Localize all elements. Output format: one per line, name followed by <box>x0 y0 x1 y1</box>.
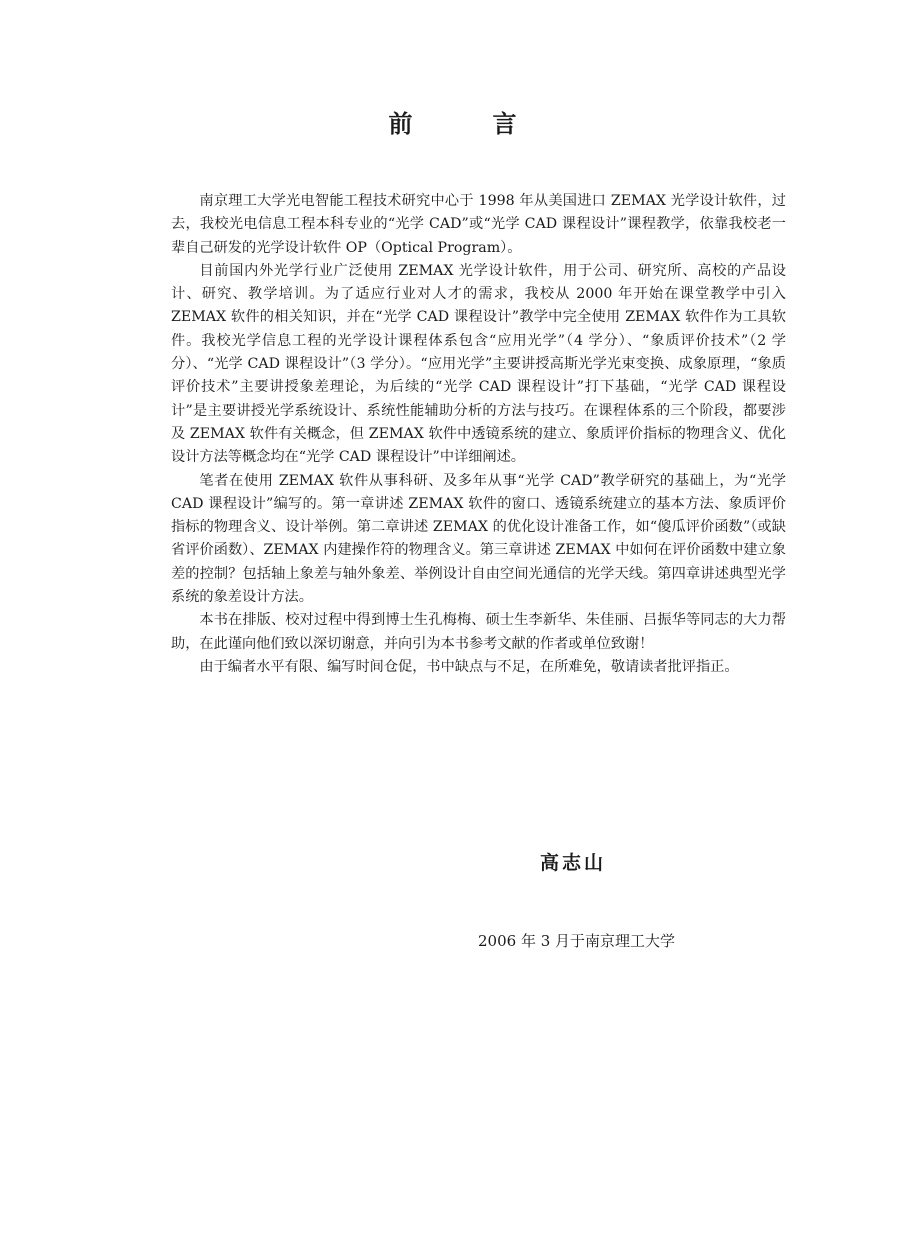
paragraph-5: 由于编者水平有限、编写时间仓促，书中缺点与不足，在所难免，敬请读者批评指正。 <box>199 658 739 675</box>
page-title: 前 言 <box>388 109 545 138</box>
paragraph-3: 笔者在使用 ZEMAX 软件从事科研、及多年从事“光学 CAD”教学研究的基础上，为“光学 CAD 课程设计”编写的。第一章讲述 ZEMAX 软件的窗口、透镜系统建立的基本方法、象质评价指标的物理含义、设计举例。第二章讲述 ZEMAX 的优化设计准备工作，如“傻瓜评价函数”（或缺省评价函数）、ZEMAX 内建操作符的物理含义。第三章讲述 ZEMAX 中如何在评价函数中建立象差的控制？包括轴上象差与轴外象差、举例设计自由空间光通信的光学天线。第四章讲述典型光学系统的象差设计方法。 <box>171 472 786 606</box>
paragraph-1: 南京理工大学光电智能工程技术研究中心于 1998 年从美国进口 ZEMAX 光学设计软件，过去，我校光电信息工程本科专业的“光学 CAD”或“光学 CAD 课程设计”课程教学，依靠我校老一辈自己研发的光学设计软件 OP（Optical Program）。 <box>171 193 786 256</box>
preface-body <box>171 190 786 679</box>
date-line: 2006 年 3 月于南京理工大学 <box>478 932 676 950</box>
author-signature: 高志山 <box>540 852 607 874</box>
paragraph-2: 目前国内外光学行业广泛使用 ZEMAX 光学设计软件，用于公司、研究所、高校的产品设计、研究、教学培训。为了适应行业对人才的需求，我校从 2000 年开始在课堂教学中引入 ZEMAX 软件的相关知识，并在“光学 CAD 课程设计”教学中完全使用 ZEMAX 软件作为工具软件。我校光学信息工程的光学设计课程体系包含“应用光学”（4 学分）、“象质评价技术”（2 学分）、“光学 CAD 课程设计”（3 学分）。“应用光学”主要讲授高斯光学光束变换、成象原理，“象质评价技术”主要讲授象差理论，为后续的“光学 CAD 课程设计”打下基础，“光学 CAD 课程设计”是主要讲授光学系统设计、系统性能辅助分析的方法与技巧。在课程体系的三个阶段，都要涉及 ZEMAX 软件有关概念，但 ZEMAX 软件中透镜系统的建立、象质评价指标的物理含义、优化设计方法等概念均在“光学 CAD 课程设计”中详细阐述。 <box>171 262 786 466</box>
paragraph-4: 本书在排版、校对过程中得到博士生孔梅梅、硕士生李新华、朱佳丽、吕振华等同志的大力帮助，在此谨向他们致以深切谢意，并向引为本书参考文献的作者或单位致谢！ <box>171 612 786 652</box>
